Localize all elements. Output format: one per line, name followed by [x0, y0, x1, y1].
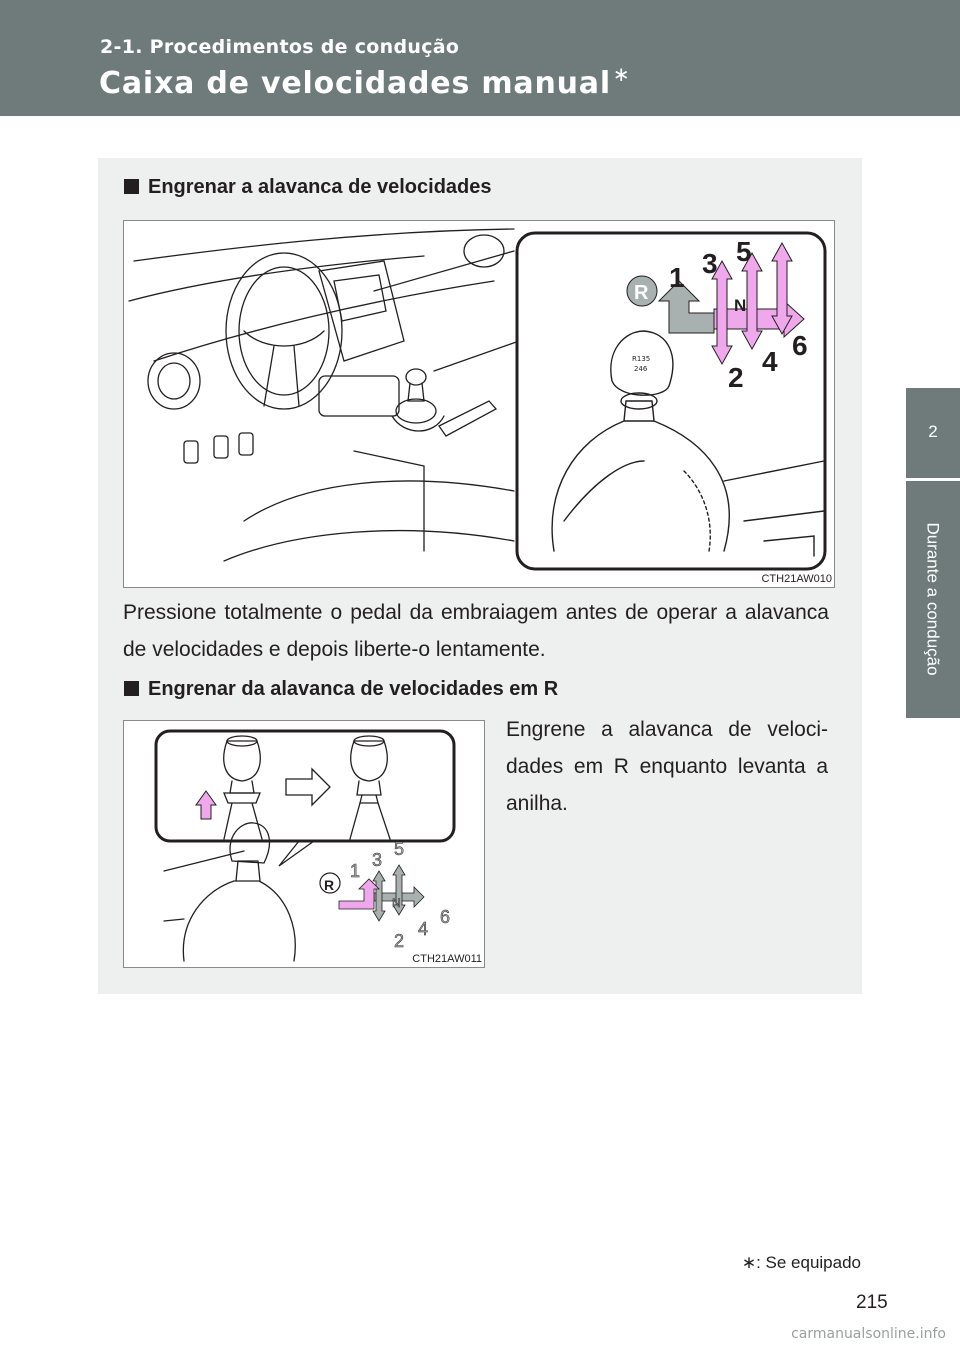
chapter-label: Durante a condução [924, 522, 944, 676]
gear-N-label: N [734, 296, 747, 315]
gear-5-label: 5 [736, 236, 752, 267]
reverse-gear-illustration [124, 721, 484, 967]
gear-6-label: 6 [792, 330, 808, 361]
gear-3-label: 3 [702, 248, 718, 279]
footnote-symbol: ∗ [741, 1253, 757, 1272]
gear-5-label: 5 [394, 839, 405, 859]
chapter-number: 2 [928, 422, 938, 441]
section1-heading-text: Engrenar a alavanca de velocidades [148, 176, 492, 198]
chapter-label-wrap [906, 484, 960, 714]
page-header [0, 0, 960, 116]
section1-paragraph: Pressione totalmente o pedal da embraiagem antes de operar a alavanca de velocidades e depois liberte-o lentamente. [123, 601, 829, 661]
gear-1-label: 1 [350, 861, 361, 881]
footnote [742, 1253, 861, 1273]
heading-square-icon [124, 681, 139, 696]
figure2-code: CTH21AW011 [412, 953, 482, 965]
svg-text:246: 246 [634, 365, 648, 373]
heading-square-icon [124, 179, 139, 194]
section1-heading [124, 176, 492, 199]
figure-engaging-gear-lever [123, 220, 835, 588]
chapter-tab [906, 388, 960, 718]
content-box [98, 158, 862, 994]
gear-2-label: 2 [728, 362, 744, 393]
watermark: carmanualsonline.info [791, 1326, 946, 1342]
gear-2-label: 2 [394, 931, 405, 951]
section2-heading-text: Engrenar da alavanca de velocidades em R [148, 678, 559, 700]
gear-1-label: 1 [669, 262, 685, 293]
chapter-tab-divider [906, 478, 960, 481]
gear-R-label: R [634, 282, 649, 304]
gear-pattern-diagram-small [320, 839, 450, 951]
gear-R-label: R [324, 877, 335, 893]
page-title [99, 62, 631, 101]
page-title-text: Caixa de velocidades manual [99, 66, 611, 101]
gear-6-label: 6 [440, 907, 451, 927]
car-interior-illustration [124, 221, 834, 587]
section2-heading [124, 678, 558, 701]
gear-N-label: N [392, 896, 401, 910]
title-asterisk: ∗ [612, 62, 631, 86]
section2-paragraph: Engrene a alavanca de veloci-dades em R enquanto levanta a anilha. [506, 718, 828, 815]
page-number: 215 [856, 1292, 888, 1313]
footnote-text: : Se equipado [756, 1253, 861, 1272]
figure-engaging-reverse [123, 720, 485, 968]
gear-3-label: 3 [372, 850, 383, 870]
section-label: 2-1. Procedimentos de condução [100, 36, 460, 58]
gear-4-label: 4 [762, 346, 778, 377]
figure1-code: CTH21AW010 [761, 573, 832, 585]
svg-text:R135: R135 [632, 355, 651, 363]
gear-4-label: 4 [418, 919, 429, 939]
